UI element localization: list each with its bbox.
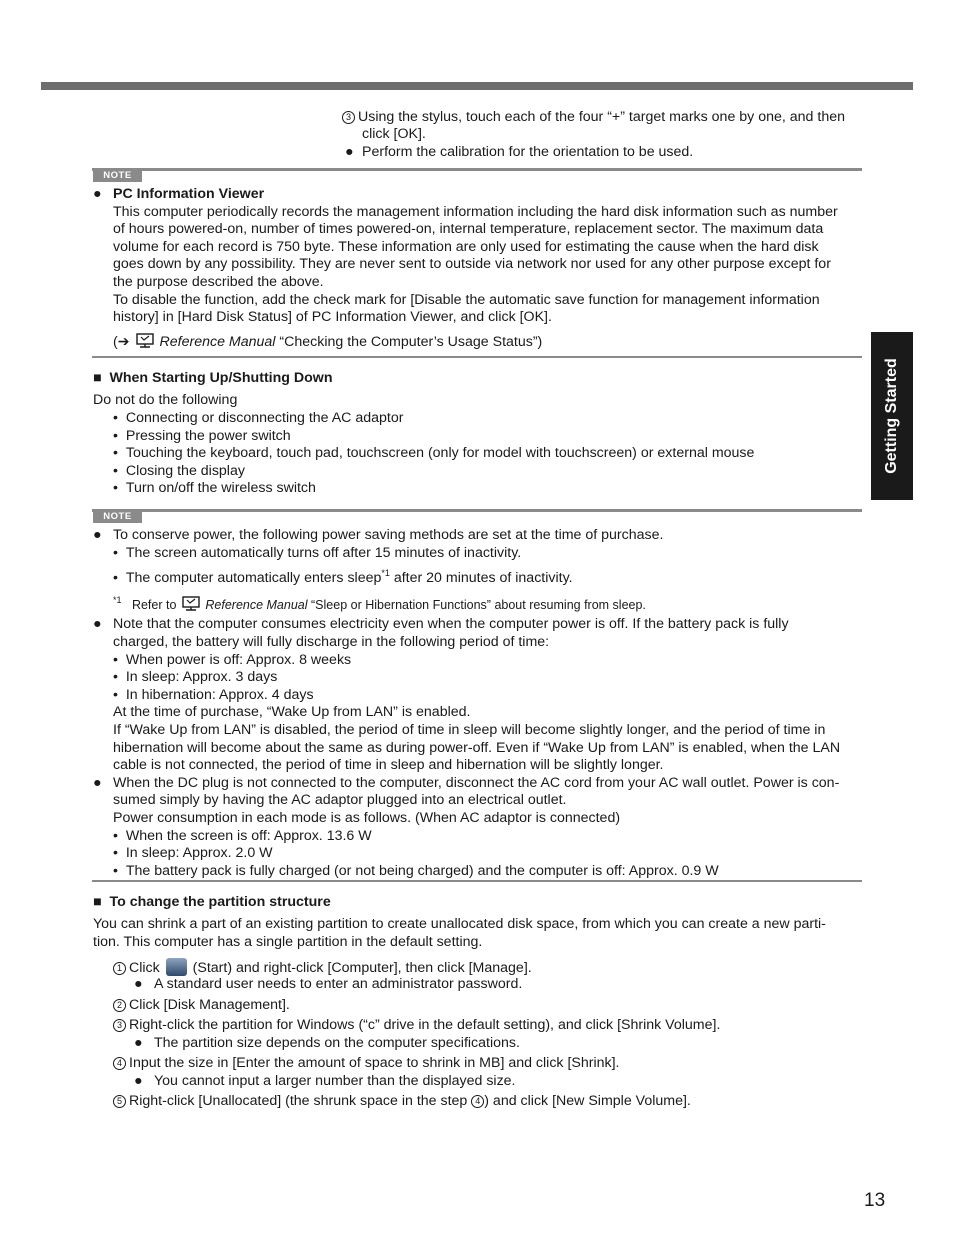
list-item: • In hibernation: Approx. 4 days [113,686,314,703]
bullet-dot: ● [134,1073,143,1089]
power-bullet-2: ● Note that the computer consumes electricity even when the computer power is off. If the battery pack is fully [93,616,789,633]
pc-info-line: goes down by any possibility. They are never sent to outside via network nor used for any other purpose except for [113,256,831,273]
bullet-dot: ● [134,1035,143,1051]
partition-step-2: 2 Click [Disk Management]. [113,997,290,1015]
bullet-dot: ● [93,527,102,543]
pc-info-line: of hours powered-on, number of times powered-on, internal temperature, replacement sector. The maximum data [113,221,824,238]
list-item: • In sleep: Approx. 3 days [113,669,278,686]
header-bar [41,82,913,90]
text-line: At the time of purchase, “Wake Up from LAN” is enabled. [113,704,471,721]
partition-step-4-note: ● You cannot input a larger number than the displayed size. [134,1073,516,1089]
section-divider [92,880,862,882]
startup-list [113,410,754,498]
side-tab-label: Getting Started [883,358,901,474]
calibration-step-3-cont: click [OK]. [362,126,426,142]
text-line: hibernation will become about the same as during power-off. Even if “Wake Up from LAN” is enabled, when the LAN [113,739,841,756]
page-number: 13 [864,1190,886,1211]
step-number-2: 2 [113,999,126,1012]
pc-info-line: To disable the function, add the check mark for [Disable the automatic save function for management information [113,291,820,308]
list-item: • Turn on/off the wireless switch [113,480,316,497]
partition-heading: ■ To change the partition structure [93,894,331,910]
note-power [93,527,873,880]
bullet-dot: ● [93,186,102,202]
square-bullet-icon: ■ [93,894,102,910]
partition-step-4: 4 Input the size in [Enter the amount of space to shrink in MB] and click [Shrink]. [113,1055,620,1073]
text-line: Power consumption in each mode is as follows. (When AC adaptor is connected) [113,809,621,826]
step-number-3: 3 [342,111,355,124]
section-side-tab [871,332,913,500]
list-item: • Connecting or disconnecting the AC adaptor [113,410,404,426]
list-item: • The computer automatically enters sleep$^{*1}$ after 20 minutes of inactivity. [113,568,573,587]
square-bullet-icon: ■ [93,370,102,386]
bullet-dot: ● [345,144,354,160]
step-reference-4: 4 [471,1095,484,1108]
calibration-step-3: 3 Using the stylus, touch each of the four “+” target marks one by one, and then [342,109,845,127]
section-divider [92,356,862,358]
note-rule [92,509,862,512]
power-bullet-1: ● To conserve power, the following power saving methods are set at the time of purchase. [93,527,664,543]
list-item: • In sleep: Approx. 2.0 W [113,845,273,862]
pc-info-line: history] in [Hard Disk Status] of PC Information Viewer, and click [OK]. [113,309,552,326]
pc-info-title: ● PC Information Viewer [93,186,265,202]
partition-intro: tion. This computer has a single partition in the default setting. [93,934,483,950]
pc-info-line: volume for each record is 750 byte. These information are only used for estimating the cause when the hard disk [113,238,819,255]
note-tag: NOTE [93,511,142,523]
step-number-4: 4 [113,1057,126,1070]
note-rule [92,168,862,171]
note-tag: NOTE [93,170,142,182]
bullet-dot: ● [134,976,143,992]
partition-step-3: 3 Right-click the partition for Windows (“c” drive in the default setting), and click [Shrink Volume]. [113,1017,720,1035]
note-pc-info-viewer [93,186,873,351]
step-number-3: 3 [113,1019,126,1032]
text-line: If “Wake Up from LAN” is disabled, the period of time in sleep will become slightly longer, and the period of time in [113,721,826,738]
partition-step-3-note: ● The partition size depends on the computer specifications. [134,1035,520,1051]
pc-info-line: This computer periodically records the management information including the hard disk information such as number [113,203,838,220]
partition-intro: You can shrink a part of an existing partition to create unallocated disk space, from which you can create a new parti- [93,916,826,932]
startup-intro: Do not do the following [93,392,238,408]
bullet-dot: ● [93,616,102,633]
list-item: • The screen automatically turns off after 15 minutes of inactivity. [113,544,522,561]
list-item: • Pressing the power switch [113,427,291,444]
list-item: • The battery pack is fully charged (or not being charged) and the computer is off: Approx. 0.9 W [113,862,719,879]
list-item: • Touching the keyboard, touch pad, touchscreen (only for model with touchscreen) or external mouse [113,445,755,462]
list-item: • Closing the display [113,462,245,479]
list-item: • When the screen is off: Approx. 13.6 W [113,827,372,844]
startup-heading: ■ When Starting Up/Shutting Down [93,370,333,386]
windows-start-icon [166,958,187,976]
reference-manual-icon [182,596,200,612]
text-line: charged, the battery will fully discharge in the following period of time: [113,633,550,650]
pc-info-line: the purpose described the above. [113,273,324,290]
partition-step-1: 1 Click (Start) and right-click [Computer], then click [Manage]. [113,958,532,978]
text-line: cable is not connected, the period of time in sleep and hibernation will be slightly longer. [113,757,664,774]
bullet-dot: ● [93,774,102,791]
power-bullet-3: ● When the DC plug is not connected to the computer, disconnect the AC cord from your AC wall outlet. Power is con- [93,774,840,791]
footnote: $^{*1}$ Refer to Reference Manual “Sleep or Hibernation Functions” about resuming from sleep. [113,594,646,612]
pc-info-reference: (➔ Reference Manual “Checking the Computer’s Usage Status”) [113,333,543,350]
step-number-1: 1 [113,962,126,975]
list-item: • When power is off: Approx. 8 weeks [113,651,352,668]
calibration-bullet: ● Perform the calibration for the orientation to be used. [345,144,694,160]
partition-step-1-note: ● A standard user needs to enter an administrator password. [134,976,523,992]
step-number-5: 5 [113,1095,126,1108]
reference-manual-icon [136,333,154,349]
text-line: sumed simply by having the AC adaptor plugged into an electrical outlet. [113,792,567,809]
partition-step-5: 5 Right-click [Unallocated] (the shrunk space in the step 4 ) and click [New Simple Volume]. [113,1093,691,1111]
arrow-icon: ➔ [117,333,130,350]
